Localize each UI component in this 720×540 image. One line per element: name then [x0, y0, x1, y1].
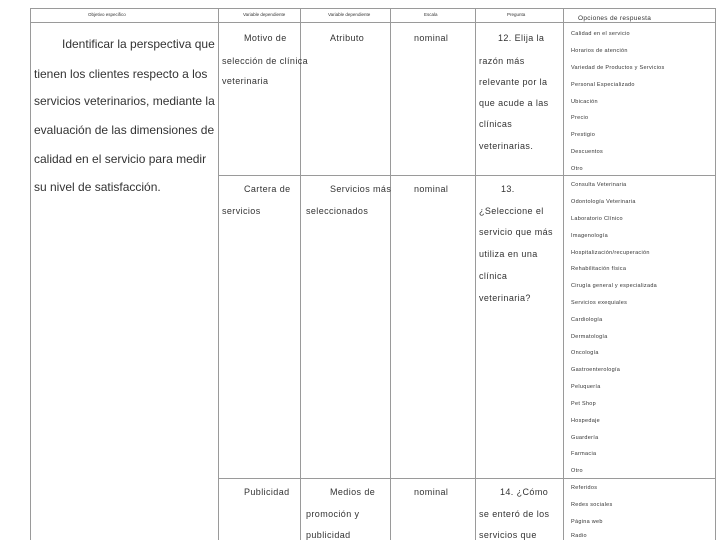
- response-option: Servicios exequiales: [571, 300, 628, 306]
- response-option: Cirugía general y especializada: [571, 283, 658, 289]
- response-option: Prestigio: [571, 132, 596, 138]
- row2-question-line: veterinaria?: [479, 293, 531, 303]
- response-option: Página web: [571, 519, 603, 525]
- response-option: Rehabilitación física: [571, 266, 627, 272]
- row2-question-line: servicio que más: [479, 227, 553, 237]
- header-independent-variable: Variable dependiente: [243, 12, 286, 17]
- header-response-options: Opciones de respuesta: [578, 15, 652, 22]
- header-question: Pregunta: [507, 12, 526, 17]
- response-option: Personal Especializado: [571, 82, 635, 88]
- column-divider: [390, 8, 391, 540]
- row1-question-line: que acude a las: [479, 98, 549, 108]
- objective-line: servicios veterinarios, mediante la: [34, 94, 215, 108]
- response-option: Consulta Veterinaria: [571, 182, 627, 188]
- row3-question-line: 14. ¿Cómo: [500, 487, 549, 497]
- row1-question-line: clínicas: [479, 119, 513, 129]
- row2-question-line: ¿Seleccione el: [479, 206, 544, 216]
- row1-question-line: razón más: [479, 56, 525, 66]
- response-option: Horarios de atención: [571, 48, 628, 54]
- row3-variable: Publicidad: [244, 487, 290, 497]
- row2-variable-line: servicios: [222, 206, 261, 216]
- header-objective: Objetivo especifico: [88, 12, 126, 17]
- response-option: Redes sociales: [571, 502, 613, 508]
- row3-question-line: servicios que: [479, 530, 537, 540]
- row1-question-line: relevante por la: [479, 77, 548, 87]
- response-option: Pet Shop: [571, 401, 597, 407]
- response-option: Dermatología: [571, 334, 608, 340]
- response-option: Oncología: [571, 350, 599, 356]
- response-option: Referidos: [571, 485, 598, 491]
- response-option: Otro: [571, 166, 583, 172]
- row1-variable-line: veterinaria: [222, 76, 269, 86]
- response-option: Radio: [571, 533, 587, 539]
- response-option: Gastroenterología: [571, 367, 621, 373]
- row3-dimension-line: Medios de: [330, 487, 376, 497]
- header-scale: Escala: [424, 12, 438, 17]
- response-option: Laboratorio Clínico: [571, 216, 623, 222]
- row2-question-line: utiliza en una: [479, 249, 538, 259]
- column-divider: [563, 8, 564, 540]
- response-option: Hospitalización/recuperación: [571, 250, 650, 256]
- objective-line: evaluación de las dimensiones de: [34, 123, 215, 137]
- response-option: Descuentos: [571, 149, 604, 155]
- row1-variable-line: selección de clínica: [222, 56, 309, 66]
- header-dependent-variable: Variable dependiente: [328, 12, 371, 17]
- row1-variable-line: Motivo de: [244, 33, 287, 43]
- response-option: Odontología Veterinaria: [571, 199, 636, 205]
- table-border-left: [30, 8, 31, 540]
- column-divider: [300, 8, 301, 540]
- objective-line: Identificar la perspectiva que: [62, 37, 215, 51]
- table-border-top: [30, 8, 716, 9]
- row1-dimension: Atributo: [330, 33, 365, 43]
- response-option: Precio: [571, 115, 589, 121]
- objective-line: tienen los clientes respecto a los: [34, 67, 208, 81]
- row3-question-line: se enteró de los: [479, 509, 550, 519]
- row2-scale: nominal: [414, 184, 449, 194]
- response-option: Hospedaje: [571, 418, 600, 424]
- response-option: Guardería: [571, 435, 599, 441]
- row2-question-line: 13.: [501, 184, 515, 194]
- row-divider: [218, 478, 716, 479]
- row3-scale: nominal: [414, 487, 449, 497]
- row2-question-line: clínica: [479, 271, 508, 281]
- response-option: Cardiología: [571, 317, 603, 323]
- response-option: Farmacia: [571, 451, 597, 457]
- column-divider: [475, 8, 476, 540]
- row2-dimension-line: Servicios más: [330, 184, 392, 194]
- objective-line: su nivel de satisfacción.: [34, 180, 161, 194]
- response-option: Peluquería: [571, 384, 601, 390]
- row1-scale: nominal: [414, 33, 449, 43]
- row1-question-line: 12. Elija la: [498, 33, 545, 43]
- row2-dimension-line: seleccionados: [306, 206, 369, 216]
- response-option: Otro: [571, 468, 583, 474]
- row-divider: [218, 175, 716, 176]
- row1-question-line: veterinarias.: [479, 141, 534, 151]
- column-divider: [218, 8, 219, 540]
- response-option: Imagenología: [571, 233, 608, 239]
- row3-dimension-line: promoción y: [306, 509, 360, 519]
- row3-dimension-line: publicidad: [306, 530, 351, 540]
- response-option: Ubicación: [571, 99, 598, 105]
- row2-variable-line: Cartera de: [244, 184, 291, 194]
- response-option: Variedad de Productos y Servicios: [571, 65, 665, 71]
- table-border-right: [715, 8, 716, 540]
- objective-line: calidad en el servicio para medir: [34, 152, 207, 166]
- response-option: Calidad en el servicio: [571, 31, 630, 37]
